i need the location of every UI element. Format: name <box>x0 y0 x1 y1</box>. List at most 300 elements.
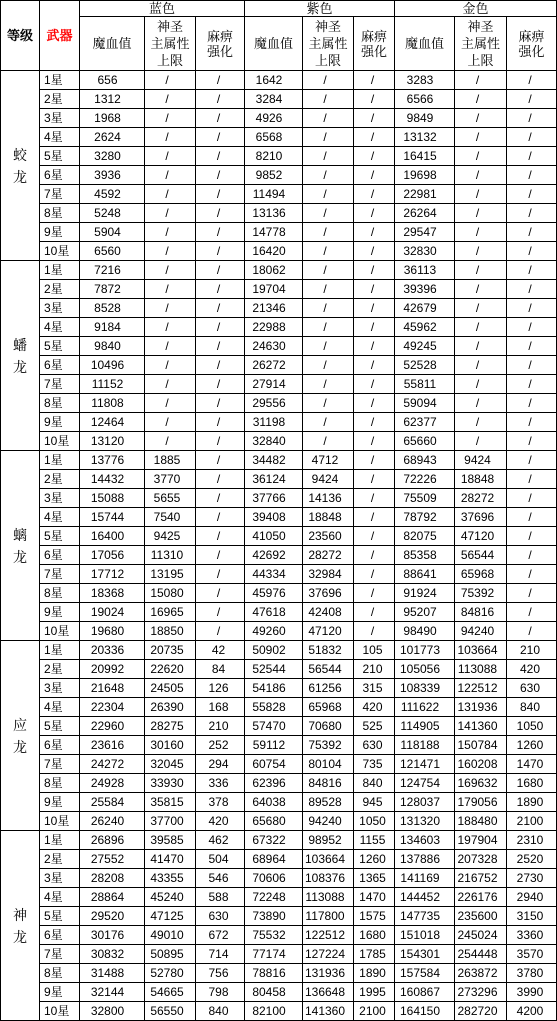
header-level: 等级 <box>0 0 40 71</box>
purple-hp-value-cell: 26272 <box>245 356 303 375</box>
star-level-cell: 8星 <box>40 964 80 983</box>
gold-paralysis-boost-cell: 1050 <box>507 717 557 736</box>
gold-paralysis-boost-cell: / <box>507 71 557 90</box>
blue-holy-attribute-cap-cell: 30160 <box>145 736 196 755</box>
blue-holy-attribute-cap-cell: 13195 <box>145 565 196 584</box>
star-level-cell: 9星 <box>40 413 80 432</box>
blue-hp-value-cell: 28864 <box>80 888 145 907</box>
gold-hp-value-cell: 75509 <box>395 489 455 508</box>
gold-paralysis-boost-cell: 630 <box>507 679 557 698</box>
gold-hp-value-cell: 3283 <box>395 71 455 90</box>
purple-paralysis-boost-cell: / <box>354 394 395 413</box>
blue-holy-attribute-cap-cell: / <box>145 185 196 204</box>
purple-holy-attribute-cap-cell: 42408 <box>303 603 354 622</box>
purple-paralysis-boost-cell: 1785 <box>354 945 395 964</box>
blue-hp-value-cell: 6560 <box>80 242 145 261</box>
star-level-cell: 4星 <box>40 698 80 717</box>
purple-holy-attribute-cap-cell: 108376 <box>303 869 354 888</box>
star-level-cell: 10星 <box>40 622 80 641</box>
blue-hp-value-cell: 1312 <box>80 90 145 109</box>
purple-holy-attribute-cap-cell: 70680 <box>303 717 354 736</box>
blue-paralysis-boost-cell: / <box>196 451 245 470</box>
gold-holy-attribute-cap-cell: / <box>455 261 507 280</box>
gold-hp-value-cell: 55811 <box>395 375 455 394</box>
star-level-cell: 5星 <box>40 527 80 546</box>
star-level-cell: 9星 <box>40 793 80 812</box>
gold-hp-value-cell: 82075 <box>395 527 455 546</box>
gold-paralysis-boost-cell: / <box>507 185 557 204</box>
purple-paralysis-boost-cell: / <box>354 318 395 337</box>
blue-holy-attribute-cap-cell: 9425 <box>145 527 196 546</box>
purple-paralysis-boost-cell: 210 <box>354 660 395 679</box>
purple-paralysis-boost-cell: 945 <box>354 793 395 812</box>
star-level-cell: 6星 <box>40 356 80 375</box>
star-level-cell: 1星 <box>40 831 80 850</box>
purple-holy-attribute-cap-cell: 94240 <box>303 812 354 831</box>
purple-holy-attribute-cap-cell: 4712 <box>303 451 354 470</box>
gold-hp-value-cell: 32830 <box>395 242 455 261</box>
purple-hp-value-cell: 82100 <box>245 1002 303 1021</box>
purple-holy-attribute-cap-cell: 47120 <box>303 622 354 641</box>
blue-holy-attribute-cap-cell: / <box>145 71 196 90</box>
gold-hp-value-cell: 72226 <box>395 470 455 489</box>
blue-hp-value-cell: 4592 <box>80 185 145 204</box>
star-level-cell: 10星 <box>40 432 80 451</box>
blue-holy-attribute-cap-cell: / <box>145 109 196 128</box>
purple-hp-value-cell: 32840 <box>245 432 303 451</box>
purple-hp-value-cell: 21346 <box>245 299 303 318</box>
tier-label-cell <box>0 831 40 1021</box>
purple-holy-attribute-cap-cell: / <box>303 71 354 90</box>
star-level-cell: 7星 <box>40 185 80 204</box>
blue-paralysis-boost-cell: / <box>196 603 245 622</box>
star-level-cell: 1星 <box>40 641 80 660</box>
gold-holy-attribute-cap-cell: 263872 <box>455 964 507 983</box>
gold-holy-attribute-cap-cell: / <box>455 71 507 90</box>
gold-paralysis-boost-cell: 2940 <box>507 888 557 907</box>
purple-paralysis-boost-cell: / <box>354 299 395 318</box>
gold-hp-value-cell: 19698 <box>395 166 455 185</box>
gold-paralysis-boost-cell: / <box>507 147 557 166</box>
purple-hp-value-cell: 78816 <box>245 964 303 983</box>
gold-hp-value-cell: 39396 <box>395 280 455 299</box>
blue-paralysis-boost-cell: / <box>196 280 245 299</box>
blue-holy-attribute-cap-cell: 11310 <box>145 546 196 565</box>
gold-holy-attribute-cap-cell: / <box>455 242 507 261</box>
gold-holy-attribute-cap-header: 神圣 主属性 上限 <box>455 17 507 71</box>
tier-name: 应龙 <box>13 716 27 755</box>
purple-paralysis-boost-cell: / <box>354 185 395 204</box>
purple-holy-attribute-cap-cell: 51832 <box>303 641 354 660</box>
blue-hp-value-cell: 25584 <box>80 793 145 812</box>
star-level-cell: 9星 <box>40 223 80 242</box>
blue-hp-value-cell: 12464 <box>80 413 145 432</box>
blue-hp-value-cell: 17712 <box>80 565 145 584</box>
star-level-cell: 3星 <box>40 679 80 698</box>
gold-paralysis-boost-cell: / <box>507 375 557 394</box>
purple-holy-attribute-cap-cell: / <box>303 147 354 166</box>
gold-paralysis-boost-cell: / <box>507 527 557 546</box>
blue-hp-value-cell: 19024 <box>80 603 145 622</box>
blue-paralysis-boost-cell: / <box>196 413 245 432</box>
purple-paralysis-boost-cell: / <box>354 489 395 508</box>
purple-holy-attribute-cap-cell: / <box>303 299 354 318</box>
purple-holy-attribute-cap-cell: 117800 <box>303 907 354 926</box>
blue-hp-value-cell: 13120 <box>80 432 145 451</box>
gold-hp-value-cell: 101773 <box>395 641 455 660</box>
gold-hp-value-header: 魔血值 <box>395 17 455 71</box>
purple-hp-value-cell: 64038 <box>245 793 303 812</box>
purple-holy-attribute-cap-cell: 127224 <box>303 945 354 964</box>
gold-hp-value-cell: 78792 <box>395 508 455 527</box>
purple-holy-attribute-cap-cell: / <box>303 413 354 432</box>
gold-holy-attribute-cap-cell: 188480 <box>455 812 507 831</box>
blue-holy-attribute-cap-cell: 49010 <box>145 926 196 945</box>
blue-paralysis-boost-cell: 462 <box>196 831 245 850</box>
blue-paralysis-boost-cell: / <box>196 375 245 394</box>
purple-hp-value-cell: 4926 <box>245 109 303 128</box>
star-level-cell: 4星 <box>40 888 80 907</box>
blue-holy-attribute-cap-cell: 32045 <box>145 755 196 774</box>
purple-paralysis-boost-cell: / <box>354 565 395 584</box>
gold-holy-attribute-cap-cell: 94240 <box>455 622 507 641</box>
purple-hp-value-cell: 34482 <box>245 451 303 470</box>
purple-paralysis-boost-cell: / <box>354 432 395 451</box>
blue-paralysis-boost-cell: / <box>196 109 245 128</box>
gold-holy-attribute-cap-cell: / <box>455 90 507 109</box>
header-color-purple: 紫色 <box>245 0 395 17</box>
purple-hp-value-cell: 24630 <box>245 337 303 356</box>
blue-hp-value-cell: 30176 <box>80 926 145 945</box>
blue-hp-value-cell: 14432 <box>80 470 145 489</box>
gold-paralysis-boost-cell: / <box>507 166 557 185</box>
purple-paralysis-boost-cell: / <box>354 470 395 489</box>
star-level-cell: 5星 <box>40 717 80 736</box>
blue-holy-attribute-cap-cell: 43355 <box>145 869 196 888</box>
purple-hp-value-cell: 77174 <box>245 945 303 964</box>
purple-holy-attribute-cap-cell: 32984 <box>303 565 354 584</box>
star-level-cell: 2星 <box>40 850 80 869</box>
purple-paralysis-boost-cell: / <box>354 261 395 280</box>
blue-hp-value-cell: 7872 <box>80 280 145 299</box>
gold-paralysis-boost-cell: 2100 <box>507 812 557 831</box>
gold-holy-attribute-cap-cell: 28272 <box>455 489 507 508</box>
purple-holy-attribute-cap-cell: 75392 <box>303 736 354 755</box>
blue-paralysis-boost-cell: / <box>196 489 245 508</box>
gold-holy-attribute-cap-cell: 47120 <box>455 527 507 546</box>
gold-paralysis-boost-cell: / <box>507 90 557 109</box>
gold-paralysis-boost-cell: / <box>507 413 557 432</box>
gold-paralysis-boost-cell: 1890 <box>507 793 557 812</box>
gold-hp-value-cell: 141169 <box>395 869 455 888</box>
purple-hp-value-cell: 44334 <box>245 565 303 584</box>
purple-paralysis-boost-header: 麻痹 强化 <box>354 17 395 71</box>
gold-paralysis-boost-cell: / <box>507 299 557 318</box>
gold-paralysis-boost-cell: / <box>507 128 557 147</box>
purple-hp-value-cell: 52544 <box>245 660 303 679</box>
blue-holy-attribute-cap-cell: / <box>145 166 196 185</box>
blue-paralysis-boost-cell: / <box>196 242 245 261</box>
blue-paralysis-boost-cell: / <box>196 128 245 147</box>
gold-holy-attribute-cap-cell: / <box>455 185 507 204</box>
purple-hp-value-header: 魔血值 <box>245 17 303 71</box>
purple-hp-value-cell: 13136 <box>245 204 303 223</box>
blue-holy-attribute-cap-cell: 1885 <box>145 451 196 470</box>
purple-holy-attribute-cap-cell: 37696 <box>303 584 354 603</box>
blue-paralysis-boost-cell: 546 <box>196 869 245 888</box>
purple-paralysis-boost-cell: / <box>354 223 395 242</box>
tier-name: 蛟龙 <box>13 146 27 185</box>
blue-paralysis-boost-cell: 294 <box>196 755 245 774</box>
blue-paralysis-boost-cell: / <box>196 337 245 356</box>
star-level-cell: 10星 <box>40 242 80 261</box>
blue-paralysis-boost-cell: / <box>196 470 245 489</box>
gold-paralysis-boost-cell: / <box>507 489 557 508</box>
star-level-cell: 1星 <box>40 451 80 470</box>
purple-holy-attribute-cap-cell: 84816 <box>303 774 354 793</box>
gold-paralysis-boost-cell: / <box>507 584 557 603</box>
gold-hp-value-cell: 111622 <box>395 698 455 717</box>
header-weapon: 武器 <box>40 0 80 71</box>
blue-holy-attribute-cap-cell: 37700 <box>145 812 196 831</box>
purple-holy-attribute-cap-cell: / <box>303 185 354 204</box>
gold-hp-value-cell: 85358 <box>395 546 455 565</box>
blue-hp-value-cell: 20992 <box>80 660 145 679</box>
blue-hp-value-cell: 26896 <box>80 831 145 850</box>
gold-hp-value-cell: 157584 <box>395 964 455 983</box>
gold-hp-value-cell: 13132 <box>395 128 455 147</box>
blue-holy-attribute-cap-cell: / <box>145 204 196 223</box>
blue-holy-attribute-cap-cell: / <box>145 280 196 299</box>
blue-paralysis-boost-cell: 588 <box>196 888 245 907</box>
purple-holy-attribute-cap-cell: / <box>303 204 354 223</box>
gold-paralysis-boost-cell: / <box>507 470 557 489</box>
gold-hp-value-cell: 16415 <box>395 147 455 166</box>
star-level-cell: 5星 <box>40 907 80 926</box>
purple-paralysis-boost-cell: / <box>354 584 395 603</box>
purple-hp-value-cell: 16420 <box>245 242 303 261</box>
purple-hp-value-cell: 45976 <box>245 584 303 603</box>
purple-paralysis-boost-cell: 840 <box>354 774 395 793</box>
star-level-cell: 10星 <box>40 1002 80 1021</box>
blue-paralysis-boost-cell: 126 <box>196 679 245 698</box>
purple-paralysis-boost-cell: 1155 <box>354 831 395 850</box>
gold-hp-value-cell: 52528 <box>395 356 455 375</box>
purple-paralysis-boost-cell: / <box>354 622 395 641</box>
gold-holy-attribute-cap-cell: / <box>455 413 507 432</box>
purple-holy-attribute-cap-cell: / <box>303 375 354 394</box>
purple-hp-value-cell: 65680 <box>245 812 303 831</box>
gold-holy-attribute-cap-cell: / <box>455 394 507 413</box>
blue-paralysis-boost-cell: 756 <box>196 964 245 983</box>
gold-paralysis-boost-cell: 840 <box>507 698 557 717</box>
purple-hp-value-cell: 72248 <box>245 888 303 907</box>
purple-hp-value-cell: 8210 <box>245 147 303 166</box>
blue-hp-value-cell: 15744 <box>80 508 145 527</box>
purple-holy-attribute-cap-cell: 136648 <box>303 983 354 1002</box>
gold-holy-attribute-cap-cell: / <box>455 109 507 128</box>
purple-hp-value-cell: 68964 <box>245 850 303 869</box>
blue-paralysis-boost-cell: / <box>196 394 245 413</box>
star-level-cell: 6星 <box>40 546 80 565</box>
purple-paralysis-boost-cell: 105 <box>354 641 395 660</box>
tier-label-cell <box>0 71 40 261</box>
purple-holy-attribute-cap-cell: / <box>303 109 354 128</box>
blue-paralysis-boost-cell: 336 <box>196 774 245 793</box>
tier-name: 神龙 <box>13 906 27 945</box>
blue-hp-value-cell: 9840 <box>80 337 145 356</box>
gold-paralysis-boost-cell: 2730 <box>507 869 557 888</box>
blue-paralysis-boost-cell: 420 <box>196 812 245 831</box>
blue-paralysis-boost-cell: 714 <box>196 945 245 964</box>
purple-paralysis-boost-cell: / <box>354 337 395 356</box>
blue-holy-attribute-cap-cell: / <box>145 375 196 394</box>
purple-hp-value-cell: 60754 <box>245 755 303 774</box>
blue-paralysis-boost-cell: / <box>196 546 245 565</box>
gold-holy-attribute-cap-cell: 18848 <box>455 470 507 489</box>
star-level-cell: 5星 <box>40 337 80 356</box>
blue-hp-value-cell: 31488 <box>80 964 145 983</box>
gold-holy-attribute-cap-cell: / <box>455 128 507 147</box>
purple-hp-value-cell: 3284 <box>245 90 303 109</box>
star-level-cell: 1星 <box>40 71 80 90</box>
blue-hp-value-cell: 3936 <box>80 166 145 185</box>
star-level-cell: 1星 <box>40 261 80 280</box>
gold-hp-value-cell: 144452 <box>395 888 455 907</box>
blue-paralysis-boost-cell: / <box>196 147 245 166</box>
tier-name: 蟠龙 <box>13 336 27 375</box>
gold-hp-value-cell: 65660 <box>395 432 455 451</box>
blue-hp-value-cell: 18368 <box>80 584 145 603</box>
purple-paralysis-boost-cell: / <box>354 128 395 147</box>
star-level-cell: 4星 <box>40 508 80 527</box>
blue-hp-value-header: 魔血值 <box>80 17 145 71</box>
gold-hp-value-cell: 164150 <box>395 1002 455 1021</box>
blue-hp-value-cell: 11152 <box>80 375 145 394</box>
star-level-cell: 8星 <box>40 204 80 223</box>
gold-paralysis-boost-cell: / <box>507 242 557 261</box>
gold-paralysis-boost-cell: / <box>507 337 557 356</box>
star-level-cell: 2星 <box>40 90 80 109</box>
purple-holy-attribute-cap-cell: 113088 <box>303 888 354 907</box>
blue-hp-value-cell: 30832 <box>80 945 145 964</box>
gold-paralysis-boost-header: 麻痹 强化 <box>507 17 557 71</box>
star-level-cell: 7星 <box>40 375 80 394</box>
blue-holy-attribute-cap-cell: 41470 <box>145 850 196 869</box>
purple-paralysis-boost-cell: 525 <box>354 717 395 736</box>
blue-hp-value-cell: 27552 <box>80 850 145 869</box>
gold-hp-value-cell: 108339 <box>395 679 455 698</box>
blue-holy-attribute-cap-cell: 52780 <box>145 964 196 983</box>
purple-hp-value-cell: 19704 <box>245 280 303 299</box>
purple-paralysis-boost-cell: / <box>354 109 395 128</box>
purple-holy-attribute-cap-cell: 131936 <box>303 964 354 983</box>
gold-hp-value-cell: 9849 <box>395 109 455 128</box>
star-level-cell: 2星 <box>40 280 80 299</box>
blue-hp-value-cell: 656 <box>80 71 145 90</box>
purple-paralysis-boost-cell: 1995 <box>354 983 395 1002</box>
blue-paralysis-boost-cell: / <box>196 90 245 109</box>
star-level-cell: 7星 <box>40 755 80 774</box>
blue-holy-attribute-cap-cell: 18850 <box>145 622 196 641</box>
purple-holy-attribute-cap-cell: / <box>303 280 354 299</box>
gold-hp-value-cell: 118188 <box>395 736 455 755</box>
blue-paralysis-boost-cell: 42 <box>196 641 245 660</box>
blue-hp-value-cell: 3280 <box>80 147 145 166</box>
blue-paralysis-boost-cell: 168 <box>196 698 245 717</box>
blue-hp-value-cell: 21648 <box>80 679 145 698</box>
purple-paralysis-boost-cell: 420 <box>354 698 395 717</box>
gold-holy-attribute-cap-cell: 122512 <box>455 679 507 698</box>
star-level-cell: 9星 <box>40 603 80 622</box>
blue-holy-attribute-cap-cell: 33930 <box>145 774 196 793</box>
gold-holy-attribute-cap-cell: / <box>455 280 507 299</box>
gold-hp-value-cell: 154301 <box>395 945 455 964</box>
gold-paralysis-boost-cell: 3780 <box>507 964 557 983</box>
purple-paralysis-boost-cell: 1890 <box>354 964 395 983</box>
gold-hp-value-cell: 105056 <box>395 660 455 679</box>
purple-hp-value-cell: 37766 <box>245 489 303 508</box>
purple-holy-attribute-cap-cell: 103664 <box>303 850 354 869</box>
blue-paralysis-boost-cell: 798 <box>196 983 245 1002</box>
purple-paralysis-boost-cell: / <box>354 356 395 375</box>
gold-hp-value-cell: 128037 <box>395 793 455 812</box>
gold-holy-attribute-cap-cell: 37696 <box>455 508 507 527</box>
blue-paralysis-boost-cell: / <box>196 204 245 223</box>
gold-paralysis-boost-cell: 420 <box>507 660 557 679</box>
gold-hp-value-cell: 26264 <box>395 204 455 223</box>
blue-holy-attribute-cap-cell: / <box>145 128 196 147</box>
gold-paralysis-boost-cell: / <box>507 280 557 299</box>
gold-holy-attribute-cap-cell: 226176 <box>455 888 507 907</box>
blue-hp-value-cell: 10496 <box>80 356 145 375</box>
gold-holy-attribute-cap-cell: / <box>455 204 507 223</box>
purple-holy-attribute-cap-cell: / <box>303 318 354 337</box>
purple-holy-attribute-cap-cell: / <box>303 356 354 375</box>
purple-hp-value-cell: 42692 <box>245 546 303 565</box>
gold-paralysis-boost-cell: / <box>507 318 557 337</box>
gold-holy-attribute-cap-cell: 160208 <box>455 755 507 774</box>
blue-holy-attribute-cap-cell: 5655 <box>145 489 196 508</box>
gold-paralysis-boost-cell: 3360 <box>507 926 557 945</box>
gold-paralysis-boost-cell: 3150 <box>507 907 557 926</box>
star-level-cell: 8星 <box>40 584 80 603</box>
blue-hp-value-cell: 16400 <box>80 527 145 546</box>
gold-hp-value-cell: 131320 <box>395 812 455 831</box>
purple-paralysis-boost-cell: 1365 <box>354 869 395 888</box>
purple-hp-value-cell: 47618 <box>245 603 303 622</box>
purple-hp-value-cell: 73890 <box>245 907 303 926</box>
blue-holy-attribute-cap-cell: / <box>145 147 196 166</box>
blue-hp-value-cell: 17056 <box>80 546 145 565</box>
blue-holy-attribute-cap-cell: / <box>145 337 196 356</box>
purple-holy-attribute-cap-cell: 61256 <box>303 679 354 698</box>
purple-paralysis-boost-cell: / <box>354 90 395 109</box>
gold-holy-attribute-cap-cell: 9424 <box>455 451 507 470</box>
purple-paralysis-boost-cell: / <box>354 527 395 546</box>
star-level-cell: 7星 <box>40 945 80 964</box>
purple-hp-value-cell: 67322 <box>245 831 303 850</box>
gold-holy-attribute-cap-cell: 282720 <box>455 1002 507 1021</box>
gold-holy-attribute-cap-cell: / <box>455 337 507 356</box>
gold-holy-attribute-cap-cell: 169632 <box>455 774 507 793</box>
gold-paralysis-boost-cell: / <box>507 546 557 565</box>
blue-paralysis-boost-cell: / <box>196 299 245 318</box>
gold-paralysis-boost-cell: / <box>507 432 557 451</box>
purple-paralysis-boost-cell: / <box>354 603 395 622</box>
gold-paralysis-boost-cell: / <box>507 109 557 128</box>
gold-holy-attribute-cap-cell: 179056 <box>455 793 507 812</box>
